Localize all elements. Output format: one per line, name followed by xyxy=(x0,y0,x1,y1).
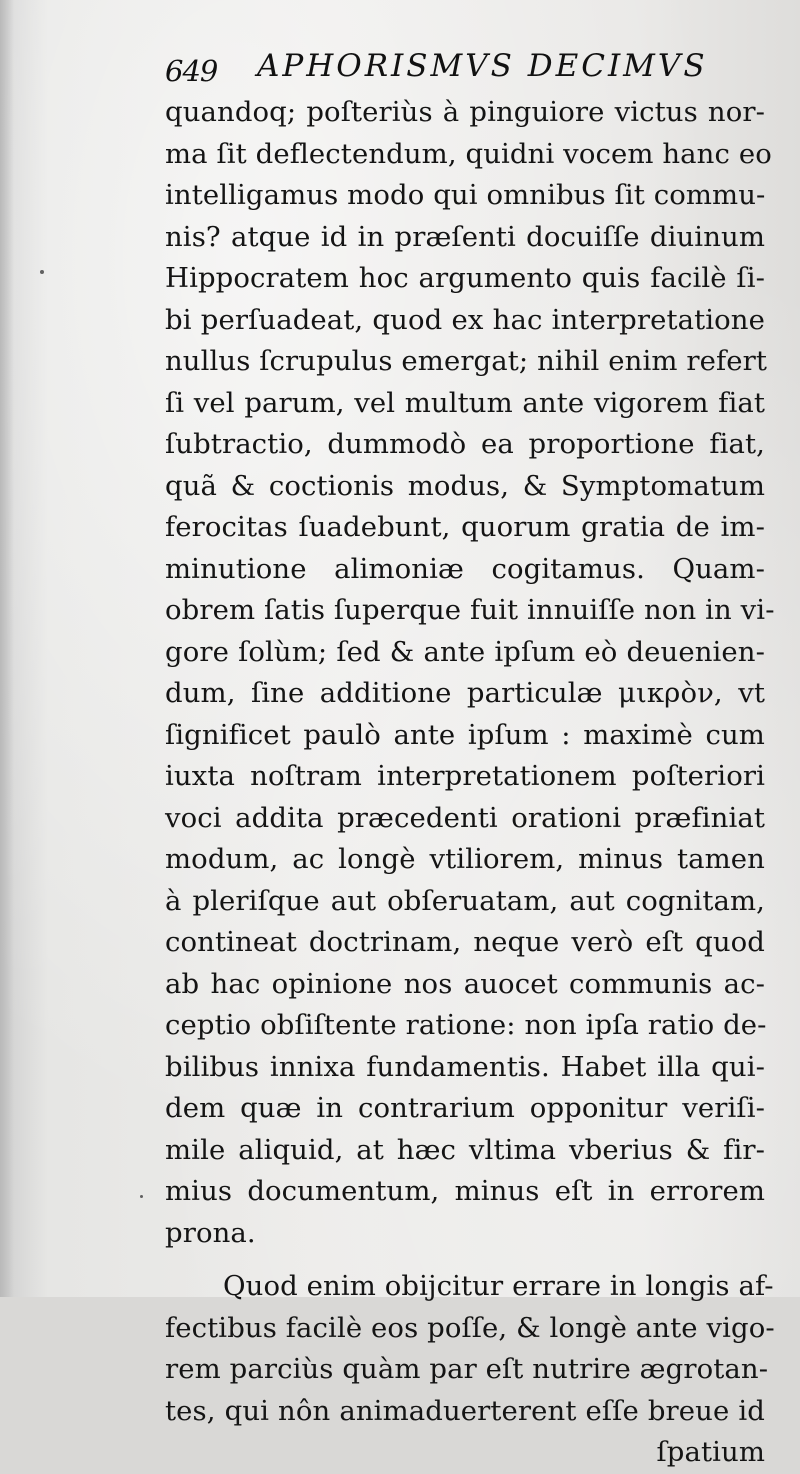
text-line: bi perſuadeat, quod ex hac interpretatione xyxy=(165,303,765,336)
text-line: iuxta noſtram interpretationem poſteriori xyxy=(165,760,765,792)
text-line: obrem ſatis ſuperque fuit innuiſſe non in vi- xyxy=(165,594,775,626)
text-line: minutione alimoniæ cogitamus. Quam- xyxy=(165,552,765,585)
text-line: prona. xyxy=(165,1216,256,1249)
text-line: voci addita præcedenti orationi præfiniat xyxy=(165,801,765,834)
running-title: APHORISMVS DECIMVS xyxy=(257,48,708,84)
paragraph-spacer xyxy=(165,1254,765,1266)
text-line: quã & coctionis modus, & Symptomatum xyxy=(165,469,765,502)
text-line: dem quæ in contrarium opponitur veriſi- xyxy=(165,1092,765,1124)
text-line: Quod enim obijcitur errare in longis af- xyxy=(223,1270,774,1302)
page-left-edge-shadow xyxy=(0,0,14,1297)
text-line: bilibus innixa fundamentis. Habet illa qui- xyxy=(165,1050,765,1083)
text-line: ſubtractio, dummodò ea proportione fiat, xyxy=(165,428,765,460)
page-header xyxy=(165,44,765,94)
text-line: intelligamus modo qui omnibus ſit commu- xyxy=(165,179,766,211)
text-line: fectibus facilè eos poſſe, & longè ante vigo- xyxy=(165,1311,775,1344)
text-line: tes, qui nôn animaduerterent eſſe breue id xyxy=(165,1394,765,1427)
text-line: contineat doctrinam, neque verò eſt quod xyxy=(165,926,765,958)
text-line: mile aliquid, at hæc vltima vberius & fir- xyxy=(165,1133,765,1166)
text-line: rem parciùs quàm par eſt nutrire ægrotan- xyxy=(165,1353,769,1385)
text-line: à pleriſque aut obſeruatam, aut cognitam, xyxy=(165,884,765,917)
paragraph-1 xyxy=(165,92,775,1254)
text-line: mius documentum, minus eſt in errorem xyxy=(165,1175,765,1207)
text-line: modum, ac longè vtiliorem, minus tamen xyxy=(165,843,765,875)
catchword: ſpatium xyxy=(656,1436,765,1468)
text-line: nullus ſcrupulus emergat; nihil enim refert xyxy=(165,345,768,377)
text-line: dum, ſine additione particulæ μικρὸν, vt xyxy=(165,677,765,709)
text-line: ferocitas ſuadebunt, quorum gratia de im- xyxy=(165,511,765,543)
ink-speck xyxy=(140,1195,143,1198)
text-line: ma ſit deflectendum, quidni vocem hanc eo xyxy=(165,137,772,170)
text-line: gore ſolùm; ſed & ante ipſum eò deuenien- xyxy=(165,635,765,668)
paragraph-2 xyxy=(165,1266,775,1474)
text-line: ab hac opinione nos auocet communis ac- xyxy=(165,967,765,1000)
ink-speck xyxy=(40,270,44,274)
text-line: quandoq; poſteriùs à pinguiore victus nor- xyxy=(165,96,765,128)
text-line: Hippocratem hoc argumento quis facilè ſi- xyxy=(165,262,765,294)
page-number: 649 xyxy=(165,54,218,88)
text-line: ſignificet paulò ante ipſum : maximè cum xyxy=(165,718,765,751)
text-line: ſi vel parum, vel multum ante vigorem fiat xyxy=(165,386,765,419)
text-line: nis? atque id in præſenti docuiſſe diuinum xyxy=(165,220,765,253)
body-text xyxy=(165,92,775,1474)
text-line: ceptio obſiſtente ratione: non ipſa ratio de- xyxy=(165,1009,767,1041)
